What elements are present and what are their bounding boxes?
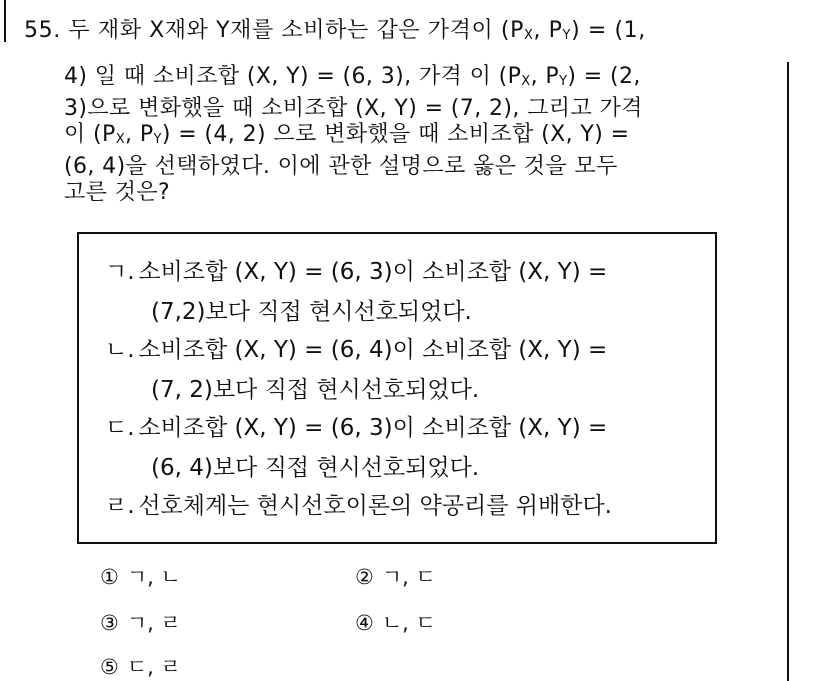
statement-d	[105, 486, 612, 526]
statement-b	[105, 330, 607, 410]
statement-text-cont: (7,2)보다 직접 현시선호되었다.	[151, 299, 472, 325]
question-body	[64, 64, 776, 207]
question-line: 고른 것은?	[64, 180, 171, 205]
choice-5[interactable]	[100, 654, 181, 680]
statements-box	[77, 232, 717, 544]
question-line: 이 ($P_X$, $P_Y) = (4$, 2) 으로 변화했을 때 소비조합 (X, Y) =	[64, 122, 630, 147]
statement-text: 선호체계는 현시선호이론의 약공리를 위배한다.	[138, 493, 612, 519]
choice-text: ㄷ, ㄹ	[126, 655, 181, 679]
choice-1[interactable]	[100, 564, 181, 590]
statement-a	[105, 252, 607, 332]
choice-2[interactable]	[355, 564, 436, 590]
statement-marker: ㄱ.	[105, 259, 135, 285]
choice-text: ㄱ, ㄹ	[126, 611, 181, 635]
choice-4[interactable]	[355, 610, 436, 636]
question-first-line-text: 두 재화 X재와 Y재를 소비하는 갑은 가격이 ($P_X$, $P_Y) = (1$,	[68, 18, 646, 43]
statement-marker: ㄴ.	[105, 337, 135, 363]
choice-number: ②	[355, 565, 374, 589]
statement-marker: ㄹ.	[105, 493, 135, 519]
choice-3[interactable]	[100, 610, 181, 636]
statement-c	[105, 408, 607, 488]
statement-text-cont: (6, 4)보다 직접 현시선호되었다.	[151, 455, 480, 481]
choice-number: ③	[100, 611, 119, 635]
statement-text: 소비조합 (X, Y) = (6, 3)이 소비조합 (X, Y) =	[138, 415, 608, 441]
choice-number: ⑤	[100, 655, 119, 679]
question-line: 3)으로 변화했을 때 소비조합 (X, Y) = (7, 2), 그리고 가격	[64, 95, 643, 121]
statement-text: 소비조합 (X, Y) = (6, 3)이 소비조합 (X, Y) =	[138, 259, 608, 285]
question-number: 55.	[24, 18, 61, 43]
choice-text: ㄱ, ㄷ	[381, 565, 436, 589]
statement-text: 소비조합 (X, Y) = (6, 4)이 소비조합 (X, Y) =	[138, 337, 608, 363]
column-divider-left	[4, 0, 6, 42]
statement-text-cont: (7, 2)보다 직접 현시선호되었다.	[151, 377, 480, 403]
question-first-line	[24, 16, 646, 51]
question-line: 4) 일 때 소비조합 (X, Y) = (6, 3), 가격 이 ($P_X$, $P_Y) = (2$,	[64, 64, 641, 89]
choice-text: ㄴ, ㄷ	[381, 611, 436, 635]
statement-marker: ㄷ.	[105, 415, 135, 441]
choice-number: ①	[100, 565, 119, 589]
choice-number: ④	[355, 611, 374, 635]
question-line: (6, 4)을 선택하였다. 이에 관한 설명으로 옳은 것을 모두	[64, 153, 618, 179]
choice-text: ㄱ, ㄴ	[126, 565, 181, 589]
column-divider-right	[787, 62, 789, 681]
